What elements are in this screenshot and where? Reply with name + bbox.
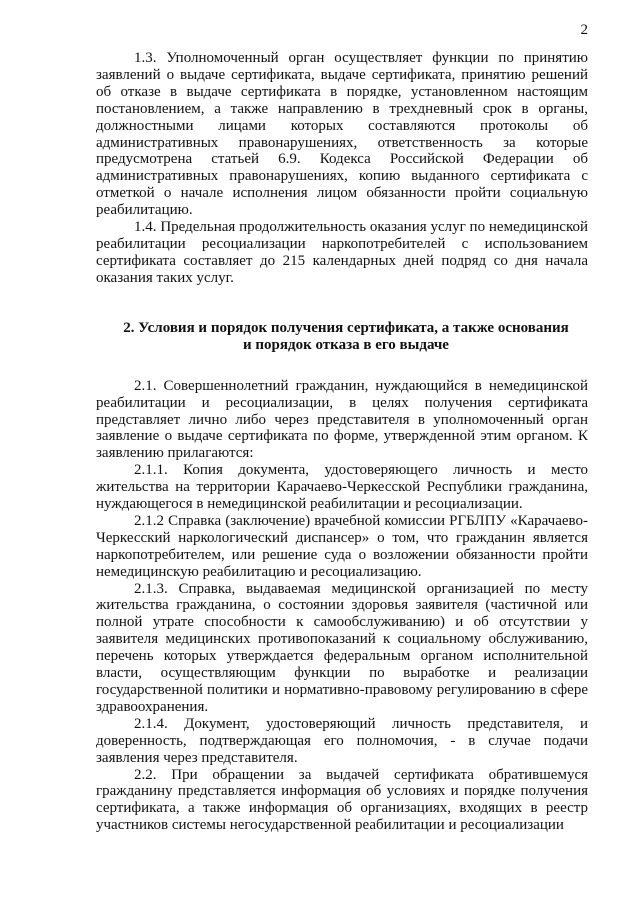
- paragraph-1-3: 1.3. Уполномоченный орган осуществляет функции по принятию заявлений о выдаче сертификата, выдаче сертификата, принятию решений об отказе в выдаче сертификата в порядке, установленном настоящим постановлением, а также направлению в трехдневный срок в органы, должностными лицами которых составляются протоколы об административных правонарушениях, ответственность за которые предусмотрена статьей 6.9. Кодекса Российской Федерации об административных правонарушениях, копию выданного сертификата с отметкой о начале исполнения лицом обязанности пройти социальную реабилитацию.: [96, 50, 588, 219]
- paragraph-2-1-2: 2.1.2 Справка (заключение) врачебной комиссии РГБЛПУ «Карачаево-Черкесский наркологический диспансер» о том, что гражданин является наркопотребителем, или решение суда о возложении обязанности пройти немедицинскую реабилитацию и ресоциализацию.: [96, 512, 588, 580]
- paragraph-2-1: 2.1. Совершеннолетний гражданин, нуждающийся в немедицинской реабилитации и ресоциализации, в целях получения сертификата представляет лично либо через представителя в уполномоченный орган заявление о выдаче сертификата по форме, утвержденной этим органом. К заявлению прилагаются:: [96, 377, 588, 462]
- section-heading: 2. Условия и порядок получения сертификата, а также основания и порядок отказа в его выдаче: [123, 319, 569, 353]
- page-number: 2: [580, 22, 588, 38]
- paragraph-1-4: 1.4. Предельная продолжительность оказания услуг по немедицинской реабилитации ресоциализации наркопотребителей с использованием сертификата составляет до 215 календарных дней подряд со дня начала оказания таких услуг.: [96, 219, 588, 286]
- paragraph-2-1-4: 2.1.4. Документ, удостоверяющий личность представителя, и доверенность, подтверждающая его полномочия, - в случае подачи заявления через представителя.: [96, 715, 588, 766]
- paragraph-2-1-3: 2.1.3. Справка, выдаваемая медицинской организацией по месту жительства гражданина, о состоянии здоровья заявителя (частичной или полной утрате способности к самообслуживанию) и об отсутствии у заявителя медицинских противопоказаний к социальному обслуживанию, перечень которых утверждается федеральным органом исполнительной власти, осуществляющим функции по выработке и реализации государственной политики и нормативно-правовому регулированию в сфере здравоохранения.: [96, 580, 588, 715]
- document-body: [96, 50, 588, 834]
- section-2-body: [96, 378, 588, 834]
- paragraph-2-2: 2.2. При обращении за выдачей сертификата обратившемуся гражданину представляется информация об условиях и порядке получения сертификата, а также информация об организациях, входящих в реестр участников системы негосударственной реабилитации и ресоциализации: [96, 766, 588, 834]
- paragraph-2-1-1: 2.1.1. Копия документа, удостоверяющего личность и место жительства на территории Карачаево-Черкесской Республики гражданина, нуждающегося в немедицинской реабилитации и ресоциализации.: [96, 462, 588, 513]
